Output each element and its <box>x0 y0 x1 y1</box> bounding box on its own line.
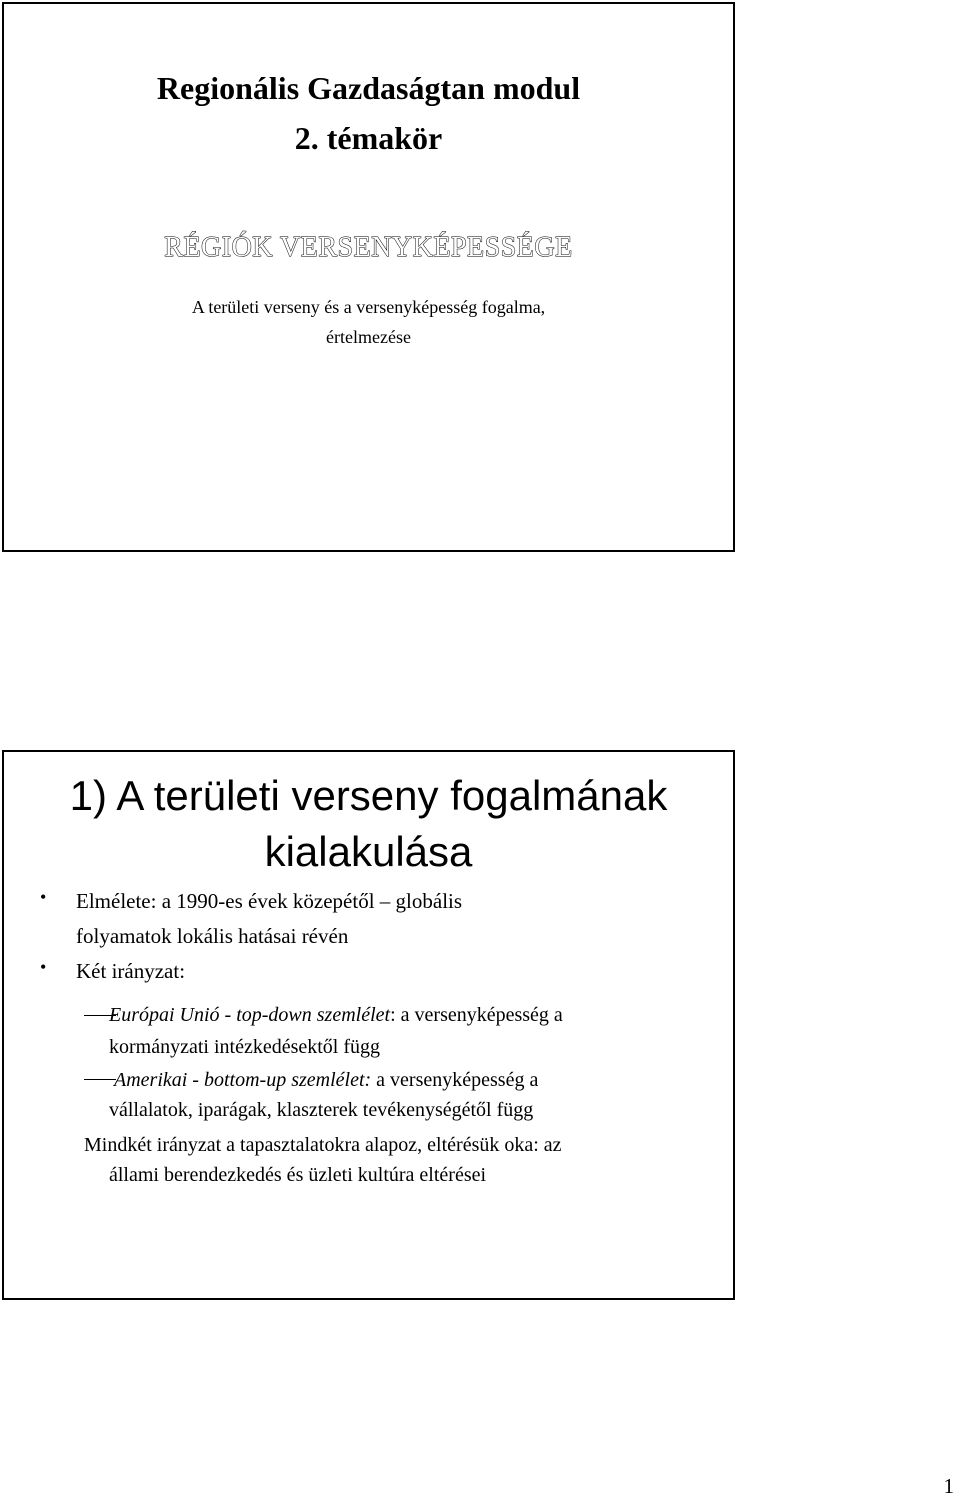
bullet-2: Két irányzat: <box>76 959 186 983</box>
module-title: Regionális Gazdaságtan modul <box>156 70 581 106</box>
dash-icon <box>84 1079 116 1080</box>
note-line-1: Mindkét irányzat a tapasztalatokra alapoz, eltérésük oka: az <box>84 1134 562 1156</box>
bullet-icon: • <box>40 887 47 907</box>
note-line-2: állami berendezkedés és üzleti kultúra eltérései <box>109 1164 487 1186</box>
sub-item-1-line-1 <box>109 998 563 1032</box>
sub-item-1-label: Európai Unió - top-down szemlélet <box>109 1004 391 1026</box>
title-number: 1) <box>69 772 108 819</box>
bullet-icon: • <box>40 957 47 977</box>
sub-item-2-line-1 <box>114 1063 538 1097</box>
bullet-1-line-2: folyamatok lokális hatásai révén <box>76 924 349 948</box>
sub-item-2-line-2: vállalatok, iparágak, klaszterek tevékenységétől függ <box>109 1099 534 1121</box>
topic-number: 2. témakör <box>294 120 443 156</box>
section-heading: RÉGIÓK VERSENYKÉPESSÉGE <box>164 232 573 263</box>
bullet-1-line-1: Elmélete: a 1990-es évek közepétől – globális <box>76 889 463 913</box>
slide-2-title-line-1 <box>4 770 733 822</box>
sub-item-2-label: Amerikai - bottom-up szemlélet: <box>114 1069 372 1091</box>
page-number: 1 <box>943 1474 954 1498</box>
subtitle-line-2: értelmezése <box>326 327 411 347</box>
subtitle-line-1: A területi verseny és a versenyképesség fogalma, <box>191 297 546 317</box>
sub-item-1-line-2: kormányzati intézkedésektől függ <box>109 1036 381 1058</box>
slide-1 <box>2 2 735 552</box>
sub-item-1-text: : a versenyképesség a <box>390 1004 563 1026</box>
slide-2-title-line-2: kialakulása <box>264 828 473 875</box>
title-text: A területi verseny fogalmának <box>107 772 668 819</box>
sub-item-2-text: a versenyképesség a <box>371 1069 539 1091</box>
slide-2 <box>2 750 735 1300</box>
